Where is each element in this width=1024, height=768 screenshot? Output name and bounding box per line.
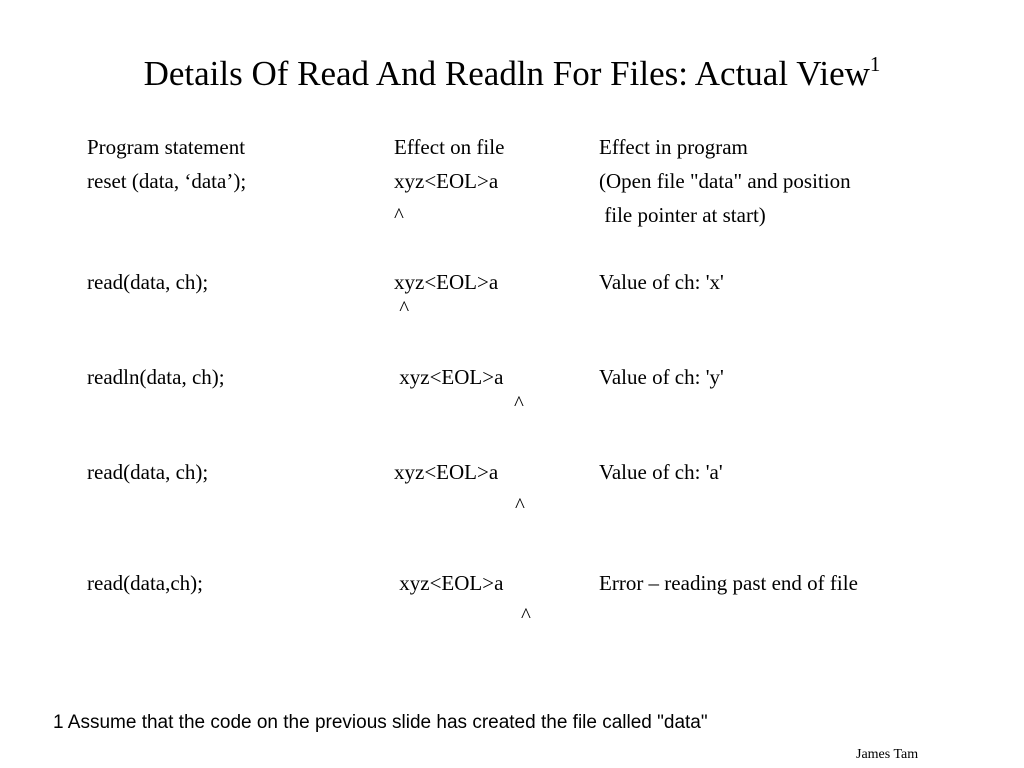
row-read1-file-contents: xyz<EOL>a xyxy=(394,270,499,294)
row-read3-file-pointer: ^ xyxy=(521,603,531,627)
row-read2-file-pointer: ^ xyxy=(515,493,525,517)
row-read1-statement: read(data, ch); xyxy=(87,270,209,294)
row-reset-file-pointer: ^ xyxy=(394,203,404,227)
row-read2-program-effect: Value of ch: 'a' xyxy=(599,460,723,484)
row-read3-program-effect: Error – reading past end of file xyxy=(599,571,858,595)
slide-title xyxy=(0,52,1024,96)
footnote: 1 Assume that the code on the previous slide has created the file called "data" xyxy=(53,712,708,733)
slide-title-text: Details Of Read And Readln For Files: Actual View xyxy=(143,54,870,93)
title-footnote-mark: 1 xyxy=(869,52,881,76)
row-read1-program-effect: Value of ch: 'x' xyxy=(599,270,724,294)
row-read1-file-pointer: ^ xyxy=(394,296,410,320)
header-effect-on-file: Effect on file xyxy=(394,135,505,159)
row-read3-file-contents: xyz<EOL>a xyxy=(394,571,504,595)
row-reset-program-effect-cont: file pointer at start) xyxy=(599,203,766,227)
header-program-statement: Program statement xyxy=(87,135,246,159)
row-readln-statement: readln(data, ch); xyxy=(87,365,225,389)
row-read2-file-contents: xyz<EOL>a xyxy=(394,460,499,484)
row-reset-program-effect: (Open file "data" and position xyxy=(599,169,851,193)
row-read3-statement: read(data,ch); xyxy=(87,571,204,595)
row-readln-file-pointer: ^ xyxy=(514,391,524,415)
row-readln-program-effect: Value of ch: 'y' xyxy=(599,365,724,389)
row-readln-file-contents: xyz<EOL>a xyxy=(394,365,504,389)
header-effect-in-program: Effect in program xyxy=(599,135,748,159)
row-reset-statement: reset (data, ‘data’); xyxy=(87,169,247,193)
author-credit: James Tam xyxy=(856,747,919,762)
row-reset-file-contents: xyz<EOL>a xyxy=(394,169,499,193)
row-read2-statement: read(data, ch); xyxy=(87,460,209,484)
